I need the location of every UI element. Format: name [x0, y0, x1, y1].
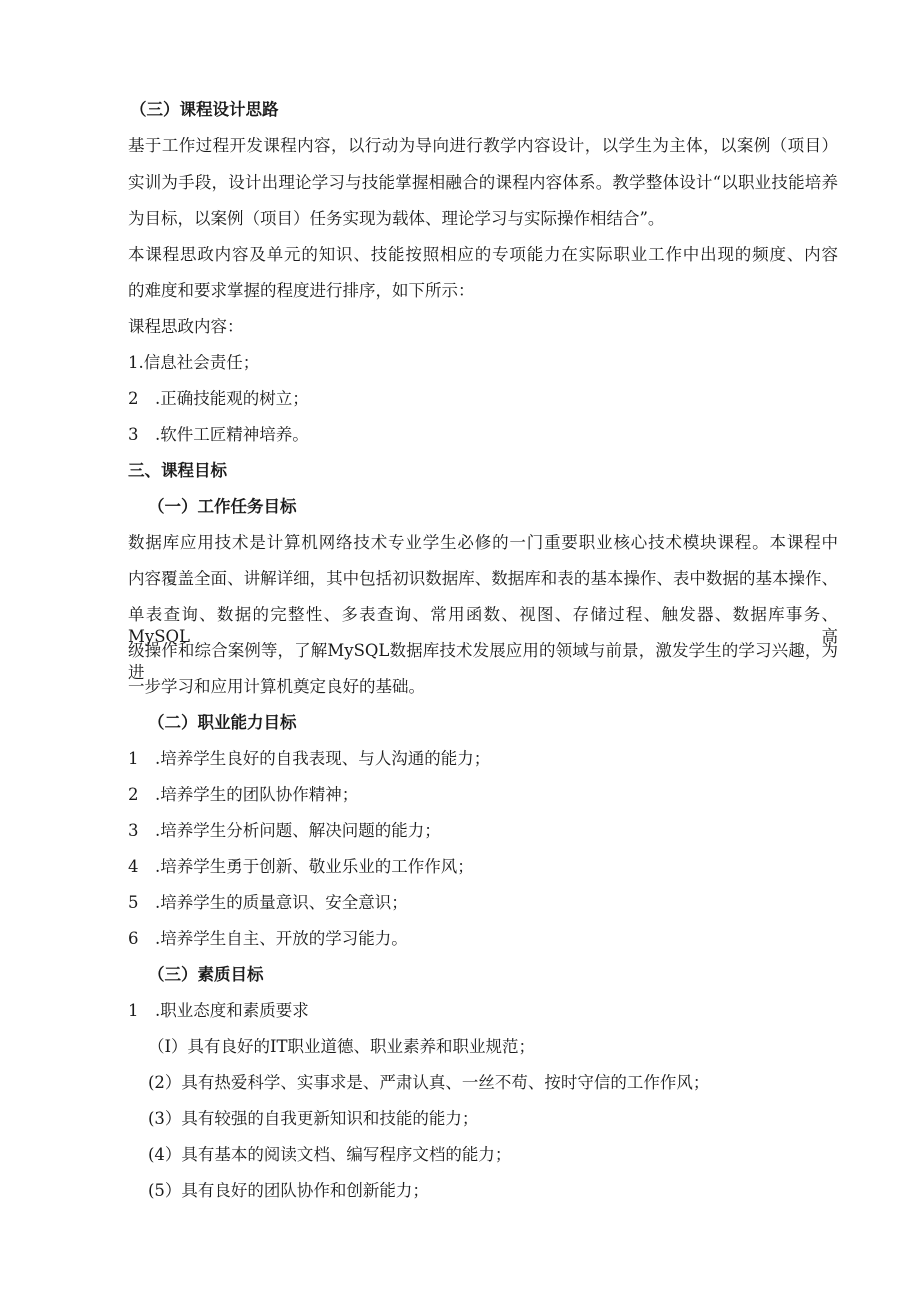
list-item: （I）具有良好的IT职业道德、职业素养和职业规范； [148, 1037, 536, 1056]
list-item: (2）具有热爱科学、实事求是、严肃认真、一丝不苟、按时守信的工作作风； [148, 1073, 710, 1092]
list-item: 6 .培养学生自主、开放的学习能力。 [128, 929, 408, 948]
list-item: 1 .培养学生良好的自我表现、与人沟通的能力； [128, 749, 491, 768]
list-item: (4）具有基本的阅读文档、编写程序文档的能力； [148, 1145, 512, 1164]
list-item: 2 .正确技能观的树立； [128, 389, 309, 408]
paragraph-line: 一步学习和应用计算机奠定良好的基础。 [128, 677, 425, 696]
paragraph-line: 数据库应用技术是计算机网络技术专业学生必修的一门重要职业核心技术模块课程。本课程中 [128, 533, 838, 552]
list-item: 3 .培养学生分析问题、解决问题的能力； [128, 821, 441, 840]
sub-heading: 1 .职业态度和素质要求 [128, 1001, 309, 1020]
list-item: 3 .软件工匠精神培养。 [128, 425, 309, 444]
list-item: 5 .培养学生的质量意识、安全意识； [128, 893, 408, 912]
paragraph-line: 单表查询、数据的完整性、多表查询、常用函数、视图、存储过程、触发器、数据库事务、MySQL高 [128, 605, 838, 646]
paragraph-line: 内容覆盖全面、讲解详细，其中包括初识数据库、数据库和表的基本操作、表中数据的基本操作、 [128, 569, 838, 588]
heading-task-goal: （一）工作任务目标 [148, 497, 297, 516]
list-item: 4 .培养学生勇于创新、敬业乐业的工作作风； [128, 857, 474, 876]
list-item: (3）具有较强的自我更新知识和技能的能力； [148, 1109, 479, 1128]
paragraph-line: 本课程思政内容及单元的知识、技能按照相应的专项能力在实际职业工作中出现的频度、内容 [128, 245, 838, 264]
paragraph-line: 基于工作过程开发课程内容，以行动为导向进行教学内容设计，以学生为主体，以案例（项目） [128, 136, 838, 155]
heading-course-design: （三）课程设计思路 [130, 100, 279, 119]
list-item: (5）具有良好的团队协作和创新能力； [148, 1181, 429, 1200]
heading-course-goals: 三、课程目标 [128, 461, 227, 480]
paragraph-line: 为目标，以案例（项目）任务实现为载体、理论学习与实际操作相结合”。 [128, 209, 665, 228]
paragraph-line: 的难度和要求掌握的程度进行排序，如下所示： [128, 281, 475, 300]
paragraph-line: 实训为手段，设计出理论学习与技能掌握相融合的课程内容体系。教学整体设计“以职业技能培养 [128, 173, 838, 192]
heading-quality-goal: （三）素质目标 [148, 965, 264, 984]
paragraph-line: 级操作和综合案例等，了解MySQL数据库技术发展应用的领域与前景，激发学生的学习兴趣，为进 [128, 641, 838, 682]
list-item: 1.信息社会责任； [128, 353, 260, 372]
list-item: 2 .培养学生的团队协作精神； [128, 785, 359, 804]
ideology-label: 课程思政内容： [128, 317, 244, 336]
heading-ability-goal: （二）职业能力目标 [148, 713, 297, 732]
